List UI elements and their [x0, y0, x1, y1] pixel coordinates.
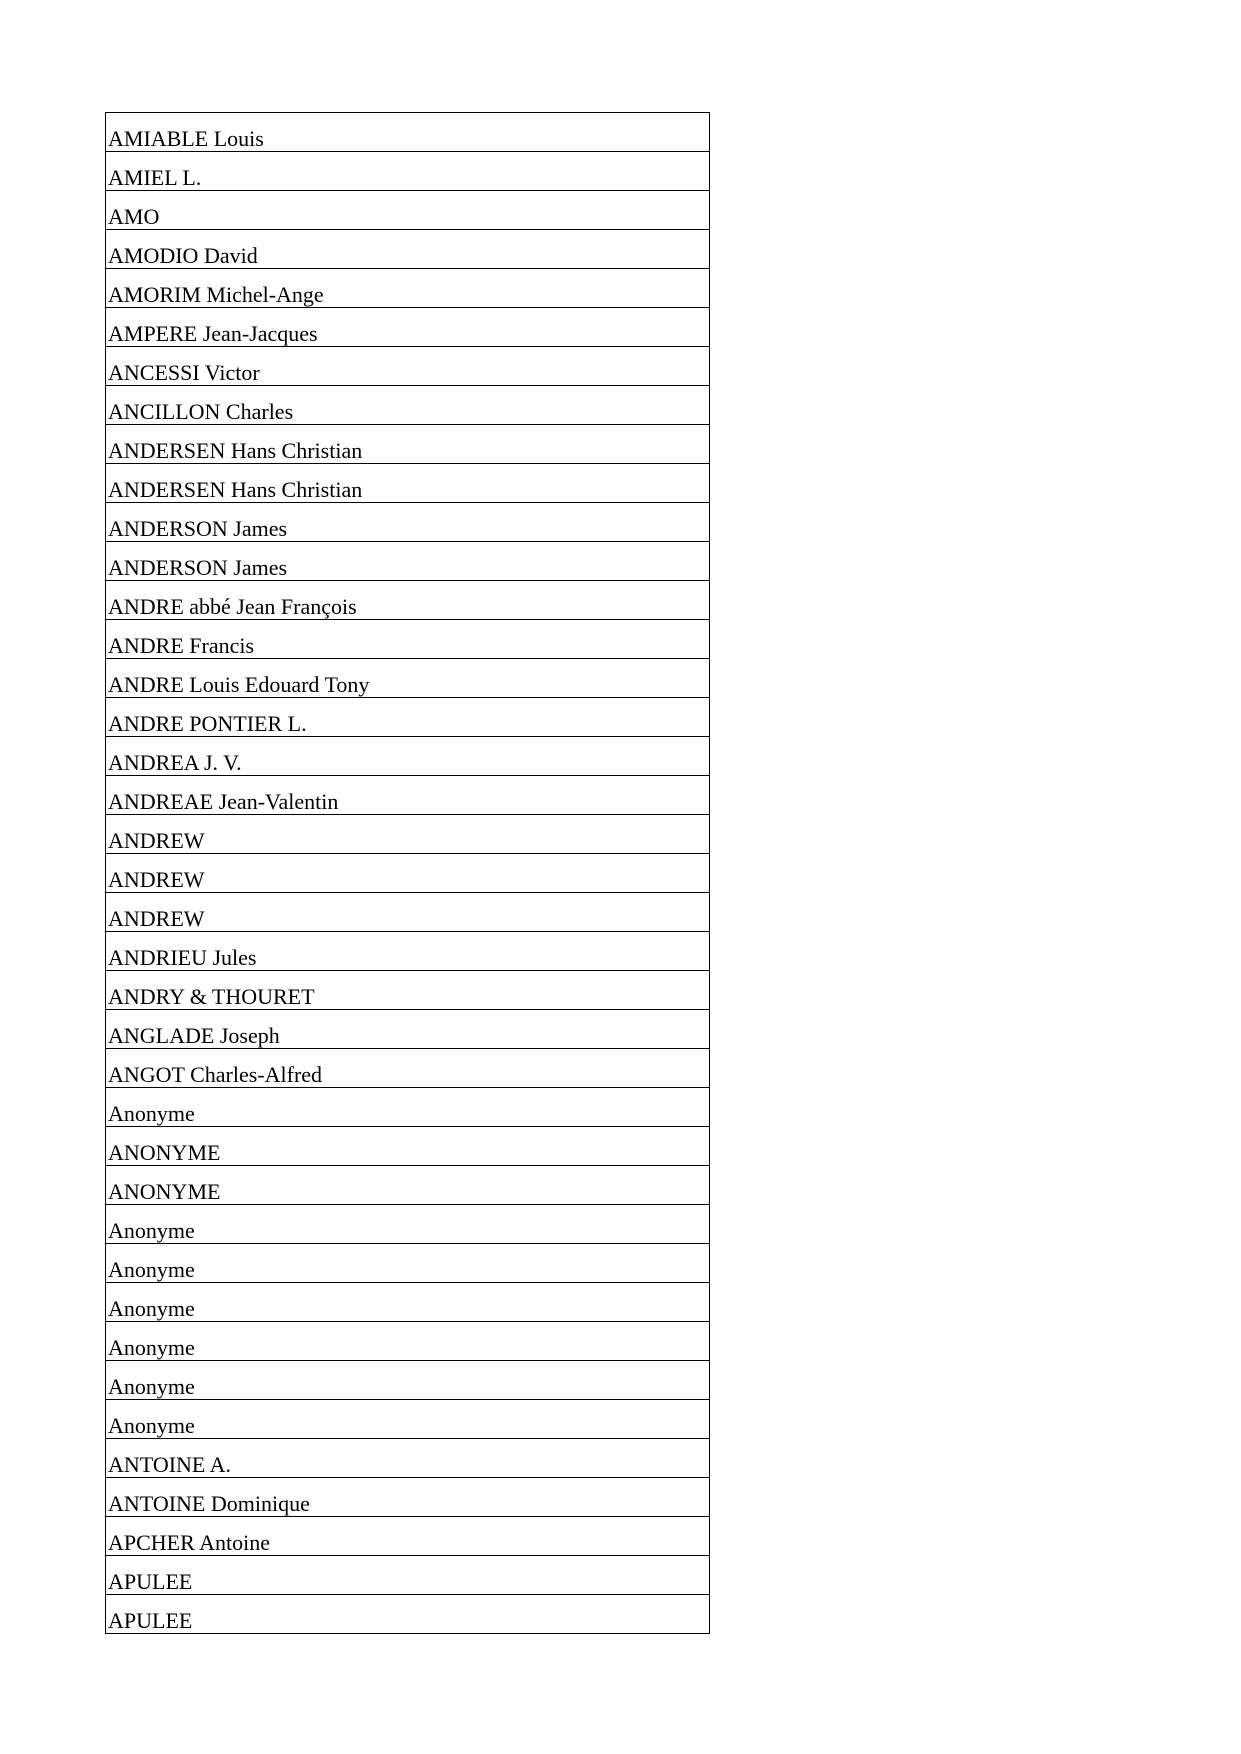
name-text: AMORIM Michel-Ange [108, 282, 324, 307]
table-row [106, 230, 710, 269]
table-row [106, 542, 710, 581]
author-name-table [105, 112, 710, 1634]
name-cell [106, 152, 710, 191]
name-cell [106, 542, 710, 581]
name-cell [106, 503, 710, 542]
name-cell [106, 737, 710, 776]
name-text: ANDRE Francis [108, 633, 255, 658]
name-cell [106, 776, 710, 815]
name-text: ANDERSON James [108, 555, 288, 580]
name-text: APULEE [108, 1608, 193, 1633]
name-cell [106, 893, 710, 932]
name-text: Anonyme [108, 1413, 195, 1438]
name-text: ANDERSEN Hans Christian [108, 438, 363, 463]
name-cell [106, 1205, 710, 1244]
name-cell [106, 1517, 710, 1556]
table-row [106, 152, 710, 191]
table-row [106, 464, 710, 503]
name-cell [106, 1478, 710, 1517]
name-text: Anonyme [108, 1374, 195, 1399]
name-cell [106, 698, 710, 737]
name-text: ANDREW [108, 828, 205, 853]
table-row [106, 113, 710, 152]
table-row [106, 932, 710, 971]
name-text: AMPERE Jean-Jacques [108, 321, 318, 346]
name-cell [106, 1283, 710, 1322]
name-text: ANDRY & THOURET [108, 984, 315, 1009]
table-row [106, 1283, 710, 1322]
name-text: ANCILLON Charles [108, 399, 294, 424]
name-text: ANTOINE A. [108, 1452, 232, 1477]
table-row [106, 1049, 710, 1088]
name-text: ANONYME [108, 1140, 221, 1165]
name-cell [106, 425, 710, 464]
name-text: ANGOT Charles-Alfred [108, 1062, 323, 1087]
name-cell [106, 347, 710, 386]
table-row [106, 776, 710, 815]
name-text: Anonyme [108, 1296, 195, 1321]
table-row [106, 386, 710, 425]
name-text: ANCESSI Victor [108, 360, 260, 385]
name-text: ANDRE abbé Jean François [108, 594, 357, 619]
table-row [106, 1361, 710, 1400]
name-text: ANDRIEU Jules [108, 945, 257, 970]
table-row [106, 269, 710, 308]
table-row [106, 1400, 710, 1439]
name-cell [106, 1439, 710, 1478]
table-row [106, 1439, 710, 1478]
name-cell [106, 1049, 710, 1088]
table-row [106, 1556, 710, 1595]
name-cell [106, 932, 710, 971]
name-cell [106, 191, 710, 230]
table-row [106, 1517, 710, 1556]
name-text: Anonyme [108, 1257, 195, 1282]
name-text: AMO [108, 204, 160, 229]
table-row [106, 503, 710, 542]
name-text: ANDREW [108, 867, 205, 892]
name-cell [106, 620, 710, 659]
name-cell [106, 971, 710, 1010]
name-text: AMIABLE Louis [108, 126, 264, 151]
name-text: ANDRE Louis Edouard Tony [108, 672, 370, 697]
table-row [106, 698, 710, 737]
name-cell [106, 1595, 710, 1634]
name-cell [106, 1244, 710, 1283]
name-text: ANDREW [108, 906, 205, 931]
name-cell [106, 113, 710, 152]
name-text: ANDREAE Jean-Valentin [108, 789, 339, 814]
name-cell [106, 386, 710, 425]
author-name-rows [106, 113, 710, 1634]
name-cell [106, 464, 710, 503]
table-row [106, 620, 710, 659]
name-text: APCHER Antoine [108, 1530, 270, 1555]
table-row [106, 1166, 710, 1205]
name-text: ANGLADE Joseph [108, 1023, 280, 1048]
name-cell [106, 1361, 710, 1400]
name-text: AMIEL L. [108, 165, 202, 190]
name-cell [106, 1010, 710, 1049]
name-text: ANTOINE Dominique [108, 1491, 310, 1516]
table-row [106, 971, 710, 1010]
table-row [106, 737, 710, 776]
name-cell [106, 815, 710, 854]
table-row [106, 1595, 710, 1634]
name-text: APULEE [108, 1569, 193, 1594]
table-row [106, 191, 710, 230]
name-cell [106, 854, 710, 893]
name-cell [106, 659, 710, 698]
name-cell [106, 1166, 710, 1205]
name-cell [106, 581, 710, 620]
table-row [106, 1478, 710, 1517]
name-text: ANDERSON James [108, 516, 288, 541]
name-text: AMODIO David [108, 243, 258, 268]
table-row [106, 659, 710, 698]
table-row [106, 893, 710, 932]
name-text: ANDREA J. V. [108, 750, 242, 775]
name-text: ANDERSEN Hans Christian [108, 477, 363, 502]
table-row [106, 581, 710, 620]
table-row [106, 425, 710, 464]
table-row [106, 347, 710, 386]
table-row [106, 308, 710, 347]
name-cell [106, 269, 710, 308]
name-text: Anonyme [108, 1101, 195, 1126]
name-text: ANDRE PONTIER L. [108, 711, 307, 736]
name-text: Anonyme [108, 1335, 195, 1360]
table-row [106, 854, 710, 893]
name-cell [106, 1127, 710, 1166]
name-cell [106, 1088, 710, 1127]
table-row [106, 815, 710, 854]
table-row [106, 1244, 710, 1283]
table-row [106, 1205, 710, 1244]
name-cell [106, 1322, 710, 1361]
name-cell [106, 308, 710, 347]
name-text: ANONYME [108, 1179, 221, 1204]
table-row [106, 1088, 710, 1127]
name-text: Anonyme [108, 1218, 195, 1243]
name-cell [106, 1556, 710, 1595]
table-row [106, 1127, 710, 1166]
table-row [106, 1010, 710, 1049]
name-cell [106, 1400, 710, 1439]
name-cell [106, 230, 710, 269]
table-row [106, 1322, 710, 1361]
